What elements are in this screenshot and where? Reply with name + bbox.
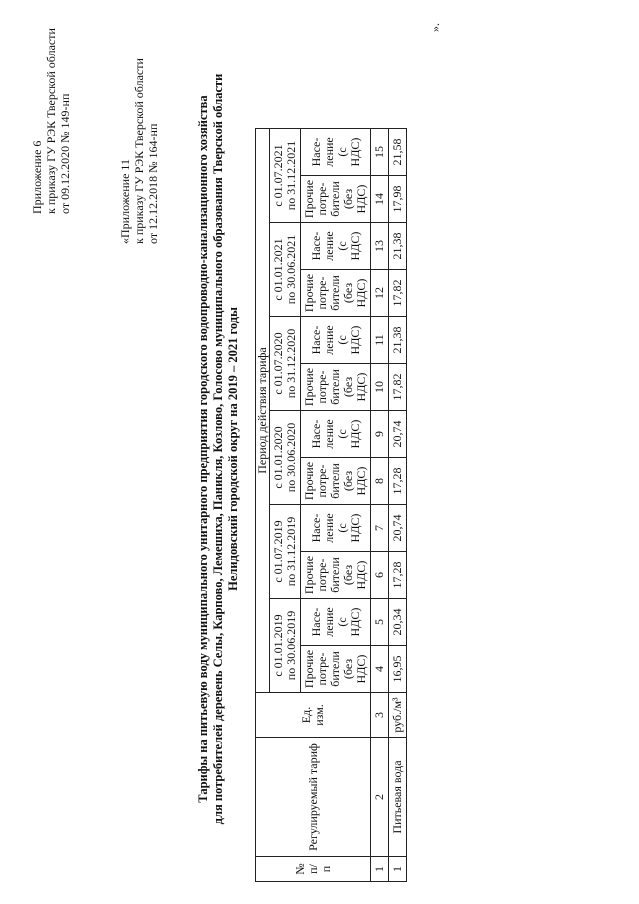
period-from: с 01.07.2019 [271,520,285,583]
subheader-population: Насе- ление (с НДС) [301,223,371,270]
period-to: по 31.12.2020 [284,328,298,399]
period-from: с 01.01.2020 [271,426,285,489]
header-unit: Ед. изм. [256,693,371,738]
column-number-row [371,129,389,882]
title-line-1: Тарифы на питьевую воду муниципального унитарного предприятия городского водопроводно-канализационного хозяйства [196,95,210,803]
column-number: 8 [371,458,389,505]
subheader-other: Прочие потре- бители (без НДС) [301,176,371,223]
header-no: № п/ п [256,857,371,882]
header-row-1 [256,129,270,882]
tariff-value-cell: 21,38 [389,223,407,270]
tariff-value-cell: 20,74 [389,411,407,458]
column-number: 6 [371,552,389,599]
subheader-other: Прочие потре- бители (без НДС) [301,646,371,693]
document-title [196,54,241,844]
tariff-value-cell: 21,38 [389,317,407,364]
column-number: 10 [371,364,389,411]
column-number: 7 [371,505,389,552]
column-number: 3 [371,693,389,738]
tariff-table [255,128,407,882]
period-header [270,411,301,505]
appendix-11-line-2: к приказу ГУ РЭК Тверской области [132,58,146,244]
tariff-value-cell: 21,58 [389,129,407,176]
subheader-population: Насе- ление (с НДС) [301,599,371,646]
subheader-other: Прочие потре- бители (без НДС) [301,552,371,599]
period-to: по 30.06.2019 [284,610,298,681]
title-line-3: Нелидовский городской округ на 2019 – 2021 годы [226,307,240,591]
column-number: 15 [371,129,389,176]
period-header [270,317,301,411]
subheader-other: Прочие потре- бители (без НДС) [301,270,371,317]
period-from: с 01.01.2019 [271,614,285,677]
period-to: по 31.12.2021 [284,140,298,211]
period-to: по 30.06.2021 [284,234,298,305]
tariff-value-cell: 17,28 [389,458,407,505]
appendix-6-line-1: Приложение 6 [30,140,44,214]
subheader-other: Прочие потре- бители (без НДС) [301,458,371,505]
column-number: 12 [371,270,389,317]
closing-quote-mark: ». [428,23,442,32]
tariff-value-cell: 17,28 [389,552,407,599]
column-number: 5 [371,599,389,646]
appendix-6-header [30,28,72,214]
period-header [270,505,301,599]
row-unit: руб./м³ [389,693,407,738]
column-number: 2 [371,738,389,857]
tariff-value-cell: 17,82 [389,270,407,317]
period-header [270,129,301,223]
appendix-11-header [118,58,160,244]
period-to: по 31.12.2019 [284,516,298,587]
period-from: с 01.07.2021 [271,144,285,207]
appendix-11-line-3: от 12.12.2018 № 164-нп [146,123,160,244]
table-row [389,129,407,882]
title-line-2: для потребителей деревень Селы, Карпово, Лемешиха, Паникля, Козлово, Голосово муниципального образования Тверской области [211,73,225,825]
tariff-value-cell: 20,34 [389,599,407,646]
tariff-value-cell: 17,82 [389,364,407,411]
appendix-6-line-2: к приказу ГУ РЭК Тверской области [44,28,58,214]
subheader-population: Насе- ление (с НДС) [301,411,371,458]
column-number: 14 [371,176,389,223]
period-from: с 01.01.2021 [271,238,285,301]
header-tariff: Регулируемый тариф [256,738,371,857]
subheader-population: Насе- ление (с НДС) [301,505,371,552]
period-header [270,599,301,693]
column-number: 9 [371,411,389,458]
column-number: 11 [371,317,389,364]
subheader-population: Насе- ление (с НДС) [301,317,371,364]
tariff-value-cell: 17,98 [389,176,407,223]
column-number: 4 [371,646,389,693]
header-period: Период действия тарифа [256,129,270,693]
row-tariff-name: Питьевая вода [389,738,407,857]
period-from: с 01.07.2020 [271,332,285,395]
appendix-11-line-1: «Приложение 11 [118,159,132,244]
subheader-other: Прочие потре- бители (без НДС) [301,364,371,411]
column-number: 1 [371,857,389,882]
tariff-value-cell: 16,95 [389,646,407,693]
column-number: 13 [371,223,389,270]
appendix-6-line-3: от 09.12.2020 № 149-нп [58,93,72,214]
row-number: 1 [389,857,407,882]
period-to: по 30.06.2020 [284,422,298,493]
tariff-value-cell: 20,74 [389,505,407,552]
subheader-population: Насе- ление (с НДС) [301,129,371,176]
period-header [270,223,301,317]
